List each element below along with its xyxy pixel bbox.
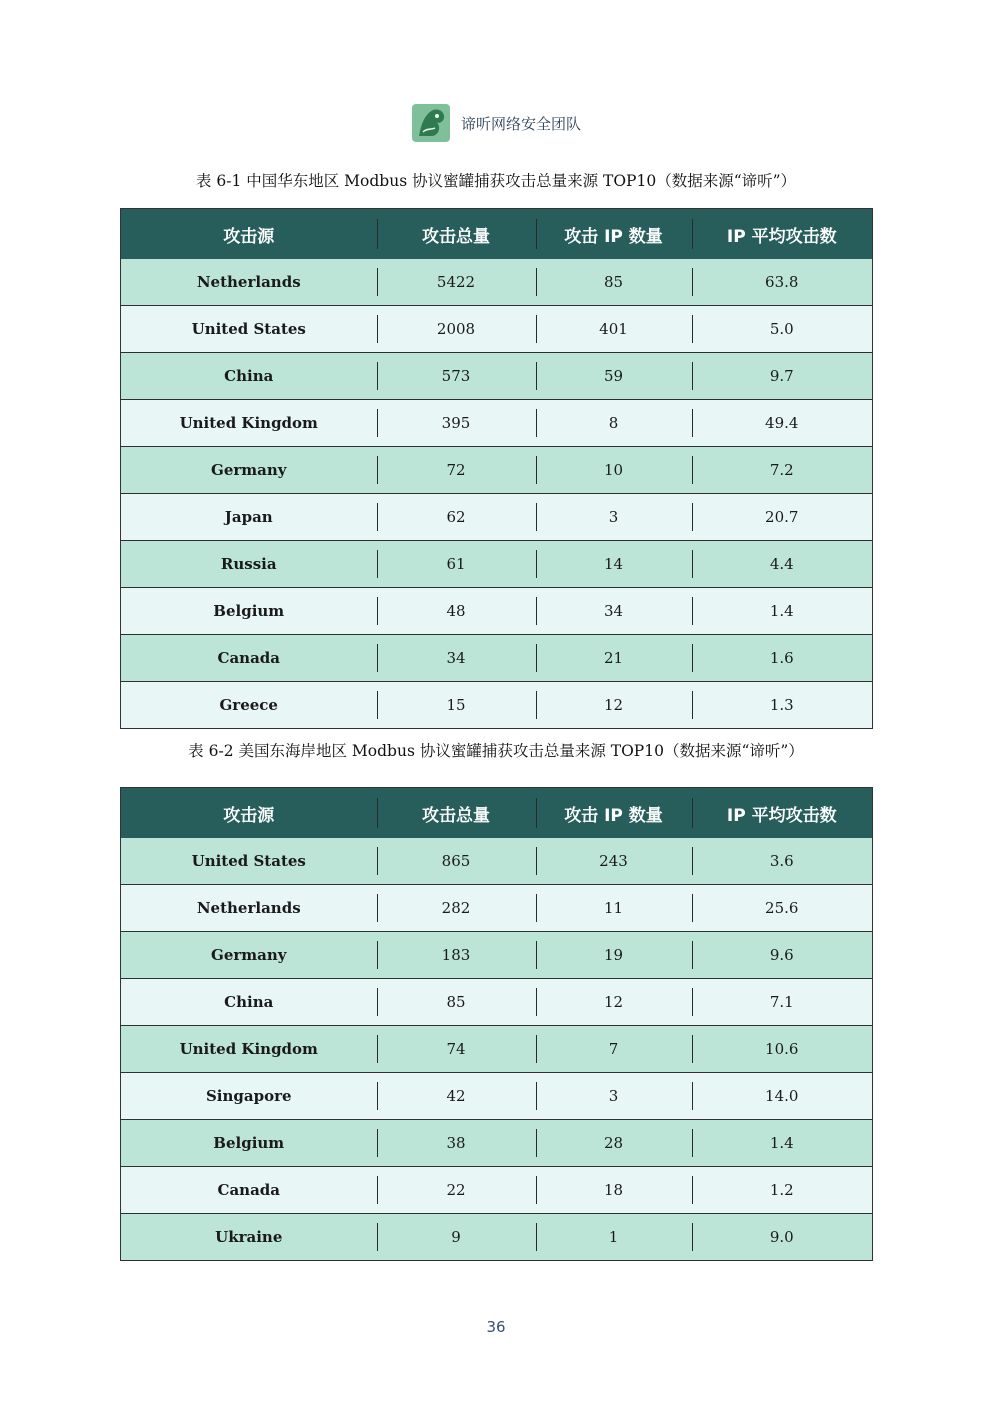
total-attacks-cell: 48: [377, 588, 536, 635]
source-cell: Belgium: [121, 1120, 377, 1167]
total-attacks-cell: 42: [377, 1073, 536, 1120]
table-row: [121, 541, 873, 588]
total-attacks-cell: 573: [377, 353, 536, 400]
total-attacks-cell: 5422: [377, 259, 536, 306]
ip-count-cell: 1: [536, 1214, 692, 1261]
ip-count-cell: 85: [536, 259, 692, 306]
column-header: 攻击 IP 数量: [536, 788, 692, 839]
table-row: [121, 979, 873, 1026]
total-attacks-cell: 15: [377, 682, 536, 729]
ip-count-cell: 10: [536, 447, 692, 494]
source-cell: United Kingdom: [121, 1026, 377, 1073]
total-attacks-cell: 395: [377, 400, 536, 447]
source-cell: Belgium: [121, 588, 377, 635]
total-attacks-cell: 61: [377, 541, 536, 588]
table-row: [121, 635, 873, 682]
avg-attacks-cell: 9.6: [692, 932, 873, 979]
avg-attacks-cell: 9.0: [692, 1214, 873, 1261]
table-1-caption: 表 6-1 中国华东地区 Modbus 协议蜜罐捕获攻击总量来源 TOP10（数据来源“谛听”）: [195, 172, 797, 190]
total-attacks-cell: 85: [377, 979, 536, 1026]
source-cell: Japan: [121, 494, 377, 541]
diting-logo-icon: [411, 102, 451, 144]
page-number: 36: [486, 1318, 506, 1336]
total-attacks-cell: 34: [377, 635, 536, 682]
total-attacks-cell: 62: [377, 494, 536, 541]
avg-attacks-cell: 1.4: [692, 1120, 873, 1167]
avg-attacks-cell: 1.2: [692, 1167, 873, 1214]
ip-count-cell: 7: [536, 1026, 692, 1073]
table-row: [121, 588, 873, 635]
ip-count-cell: 18: [536, 1167, 692, 1214]
total-attacks-cell: 282: [377, 885, 536, 932]
column-header: 攻击总量: [377, 209, 536, 260]
table-row: [121, 1120, 873, 1167]
table-row: [121, 494, 873, 541]
source-cell: United States: [121, 306, 377, 353]
avg-attacks-cell: 1.3: [692, 682, 873, 729]
source-cell: Netherlands: [121, 885, 377, 932]
total-attacks-cell: 38: [377, 1120, 536, 1167]
avg-attacks-cell: 20.7: [692, 494, 873, 541]
table-row: [121, 932, 873, 979]
avg-attacks-cell: 14.0: [692, 1073, 873, 1120]
source-cell: Germany: [121, 447, 377, 494]
table-1: [120, 208, 873, 729]
source-cell: China: [121, 979, 377, 1026]
ip-count-cell: 59: [536, 353, 692, 400]
source-cell: Canada: [121, 1167, 377, 1214]
column-header: IP 平均攻击数: [692, 209, 873, 260]
table-row: [121, 1214, 873, 1261]
source-cell: China: [121, 353, 377, 400]
avg-attacks-cell: 7.1: [692, 979, 873, 1026]
ip-count-cell: 3: [536, 1073, 692, 1120]
team-name: 谛听网络安全团队: [460, 114, 581, 133]
ip-count-cell: 21: [536, 635, 692, 682]
total-attacks-cell: 2008: [377, 306, 536, 353]
ip-count-cell: 19: [536, 932, 692, 979]
ip-count-cell: 12: [536, 682, 692, 729]
source-cell: Ukraine: [121, 1214, 377, 1261]
total-attacks-cell: 22: [377, 1167, 536, 1214]
source-cell: United States: [121, 838, 377, 885]
ip-count-cell: 8: [536, 400, 692, 447]
table-row: [121, 682, 873, 729]
avg-attacks-cell: 1.6: [692, 635, 873, 682]
table-row: [121, 838, 873, 885]
total-attacks-cell: 865: [377, 838, 536, 885]
total-attacks-cell: 183: [377, 932, 536, 979]
avg-attacks-cell: 10.6: [692, 1026, 873, 1073]
column-header: IP 平均攻击数: [692, 788, 873, 839]
avg-attacks-cell: 5.0: [692, 306, 873, 353]
source-cell: Singapore: [121, 1073, 377, 1120]
avg-attacks-cell: 49.4: [692, 400, 873, 447]
table-row: [121, 1167, 873, 1214]
page-header: [0, 100, 992, 146]
table-row: [121, 353, 873, 400]
total-attacks-cell: 72: [377, 447, 536, 494]
table-header-row: [121, 788, 873, 839]
ip-count-cell: 11: [536, 885, 692, 932]
total-attacks-cell: 74: [377, 1026, 536, 1073]
table-row: [121, 400, 873, 447]
table-row: [121, 1073, 873, 1120]
ip-count-cell: 34: [536, 588, 692, 635]
table-2: [120, 787, 873, 1261]
avg-attacks-cell: 1.4: [692, 588, 873, 635]
table-header-row: [121, 209, 873, 260]
column-header: 攻击 IP 数量: [536, 209, 692, 260]
table-row: [121, 1026, 873, 1073]
ip-count-cell: 243: [536, 838, 692, 885]
column-header: 攻击总量: [377, 788, 536, 839]
ip-count-cell: 3: [536, 494, 692, 541]
source-cell: Germany: [121, 932, 377, 979]
avg-attacks-cell: 7.2: [692, 447, 873, 494]
ip-count-cell: 12: [536, 979, 692, 1026]
ip-count-cell: 401: [536, 306, 692, 353]
avg-attacks-cell: 63.8: [692, 259, 873, 306]
source-cell: Netherlands: [121, 259, 377, 306]
total-attacks-cell: 9: [377, 1214, 536, 1261]
source-cell: Greece: [121, 682, 377, 729]
ip-count-cell: 14: [536, 541, 692, 588]
avg-attacks-cell: 25.6: [692, 885, 873, 932]
table-row: [121, 447, 873, 494]
table-row: [121, 306, 873, 353]
table-2-caption: 表 6-2 美国东海岸地区 Modbus 协议蜜罐捕获攻击总量来源 TOP10（数据来源“谛听”）: [188, 742, 804, 760]
ip-count-cell: 28: [536, 1120, 692, 1167]
column-header: 攻击源: [121, 209, 377, 260]
avg-attacks-cell: 4.4: [692, 541, 873, 588]
column-header: 攻击源: [121, 788, 377, 839]
source-cell: Canada: [121, 635, 377, 682]
source-cell: United Kingdom: [121, 400, 377, 447]
table-row: [121, 259, 873, 306]
avg-attacks-cell: 9.7: [692, 353, 873, 400]
avg-attacks-cell: 3.6: [692, 838, 873, 885]
source-cell: Russia: [121, 541, 377, 588]
table-row: [121, 885, 873, 932]
